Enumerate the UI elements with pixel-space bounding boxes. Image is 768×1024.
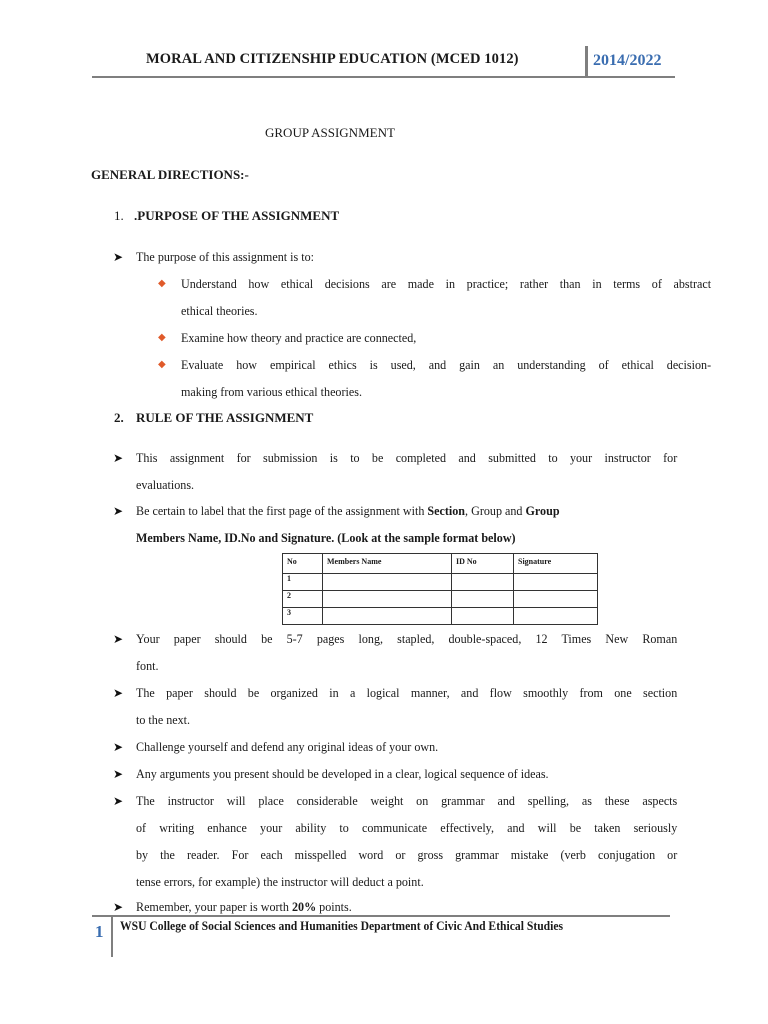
diamond-bullet-icon: ◆ [158,359,166,370]
arrow-bullet-icon: ➤ [113,900,124,914]
rule2-line2: Members Name, ID.No and Signature. (Look at the sample format below) [136,530,516,545]
table-cell [514,591,598,608]
table-header-cell: Members Name [323,554,452,574]
arrow-bullet-icon: ➤ [113,686,124,700]
arrow-bullet-icon: ➤ [113,504,124,518]
rule5: Challenge yourself and defend any original ideas of your own. [136,739,439,754]
rule2-text-group: Group [525,503,560,518]
table-cell [514,608,598,625]
section1-title: .PURPOSE OF THE ASSIGNMENT [134,208,340,223]
rule7-line2: of writing enhance your ability to communicate effectively, and will be taken seriously [136,820,678,835]
rule3-line2: font. [136,658,159,673]
footer-rule [92,915,670,917]
rule2-line1 [136,503,560,519]
table-cell [452,608,514,625]
rule7-line3: by the reader. For each misspelled word or gross grammar mistake (verb conjugation or [136,847,678,862]
header-divider [585,46,588,77]
table-row [283,608,598,625]
rule7-line4: tense errors, for example) the instructor will deduct a point. [136,874,424,889]
section1-number: 1. [114,208,124,223]
table-row [283,591,598,608]
header-year: 2014/2022 [593,52,662,69]
arrow-bullet-icon: ➤ [113,632,124,646]
header-rule [92,76,675,78]
table-cell [452,591,514,608]
table-row-number: 1 [283,574,323,591]
rule7-line1: The instructor will place considerable weight on grammar and spelling, as these aspects [136,793,678,808]
section2-number: 2. [114,410,124,425]
table-header-row [283,554,598,574]
arrow-bullet-icon: ➤ [113,451,124,465]
table-cell [323,591,452,608]
page-number: 1 [95,922,104,941]
rule4-line1: The paper should be organized in a logical manner, and flow smoothly from one section [136,685,678,700]
arrow-bullet-icon: ➤ [113,740,124,754]
table-header-cell: ID No [452,554,514,574]
diamond-bullet-icon: ◆ [158,332,166,343]
sample-format-table [282,553,598,625]
table-cell [514,574,598,591]
rule8-text-c: points. [316,899,352,914]
purpose-item-1-line2: ethical theories. [181,303,258,318]
table-header-cell: No [283,554,323,574]
rule2-text-section: Section [427,503,466,518]
general-directions: GENERAL DIRECTIONS:- [91,167,249,182]
section2-title: RULE OF THE ASSIGNMENT [136,410,314,425]
assignment-heading: GROUP ASSIGNMENT [265,125,395,140]
diamond-bullet-icon: ◆ [158,278,166,289]
arrow-bullet-icon: ➤ [113,250,124,264]
arrow-bullet-icon: ➤ [113,767,124,781]
header-title: MORAL AND CITIZENSHIP EDUCATION (MCED 1012) [146,51,519,67]
rule1-line1: This assignment for submission is to be completed and submitted to your instructor for [136,450,678,465]
rule8-text-a: Remember, your paper is worth [136,899,292,914]
table-cell [452,574,514,591]
table-row-number: 3 [283,608,323,625]
purpose-item-3-line1: Evaluate how empirical ethics is used, and gain an understanding of ethical decision- [181,357,712,372]
table-row [283,574,598,591]
footer-text: WSU College of Social Sciences and Humanities Department of Civic And Ethical Studies [120,919,564,933]
arrow-bullet-icon: ➤ [113,794,124,808]
purpose-item-2: Examine how theory and practice are connected, [181,330,417,345]
rule6: Any arguments you present should be developed in a clear, logical sequence of ideas. [136,766,549,781]
rule3-line1: Your paper should be 5-7 pages long, stapled, double-spaced, 12 Times New Roman [136,631,678,646]
rule8 [136,899,352,915]
purpose-item-3-line2: making from various ethical theories. [181,384,362,399]
purpose-intro: The purpose of this assignment is to: [136,249,314,264]
rule1-line2: evaluations. [136,477,195,492]
rule2-text-a: Be certain to label that the first page of the assignment with [136,503,428,518]
rule8-percent: 20% [291,899,317,914]
table-cell [323,574,452,591]
footer-divider [111,917,113,957]
table-row-number: 2 [283,591,323,608]
rule2-text-c: , Group and [465,503,526,518]
table-header-cell: Signature [514,554,598,574]
rule4-line2: to the next. [136,712,191,727]
purpose-item-1-line1: Understand how ethical decisions are made in practice; rather than in terms of abstract [181,276,712,291]
table-cell [323,608,452,625]
